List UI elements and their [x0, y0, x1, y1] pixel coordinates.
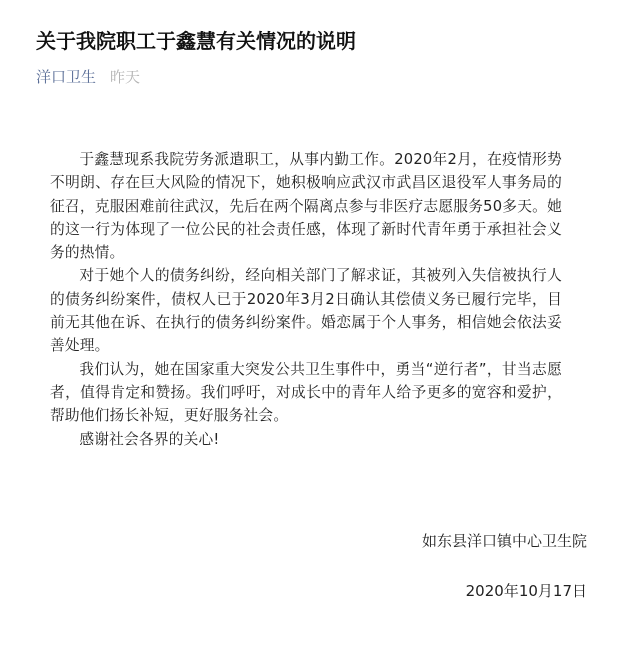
- publish-time: 昨天: [110, 68, 141, 86]
- paragraph: 对于她个人的债务纠纷，经向相关部门了解求证，其被列入失信被执行人的债务纠纷案件，债权人已于2020年3月2日确认其偿债义务已履行完毕，目前无其他在诉、在执行的债务纠纷案件。婚恋属于个人事务，相信她会依法妥善处理。: [50, 267, 562, 355]
- signature-date: 2020年10月17日: [465, 582, 587, 600]
- paragraph: 我们认为，她在国家重大突发公共卫生事件中，勇当“逆行者”，甘当志愿者，值得肯定和赞扬。我们呼吁，对成长中的青年人给予更多的宽容和爱护，帮助他们扬长补短，更好服务社会。: [50, 360, 562, 425]
- article-meta: [36, 66, 140, 88]
- paragraph: 感谢社会各界的关心!: [79, 430, 220, 448]
- paragraph: 于鑫慧现系我院劳务派遣职工，从事内勤工作。2020年2月，在疫情形势不明朗、存在巨大风险的情况下，她积极响应武汉市武昌区退役军人事务局的征召，克服困难前往武汉，先后在两个隔离点参与非医疗志愿服务50多天。她的这一行为体现了一位公民的社会责任感，体现了新时代青年勇于承担社会义务的热情。: [50, 151, 562, 262]
- author-link[interactable]: 洋口卫生: [36, 68, 97, 86]
- article-title: 关于我院职工于鑫慧有关情况的说明: [36, 29, 356, 53]
- article-body: [50, 148, 562, 451]
- signature: 如东县洋口镇中心卫生院: [421, 532, 587, 550]
